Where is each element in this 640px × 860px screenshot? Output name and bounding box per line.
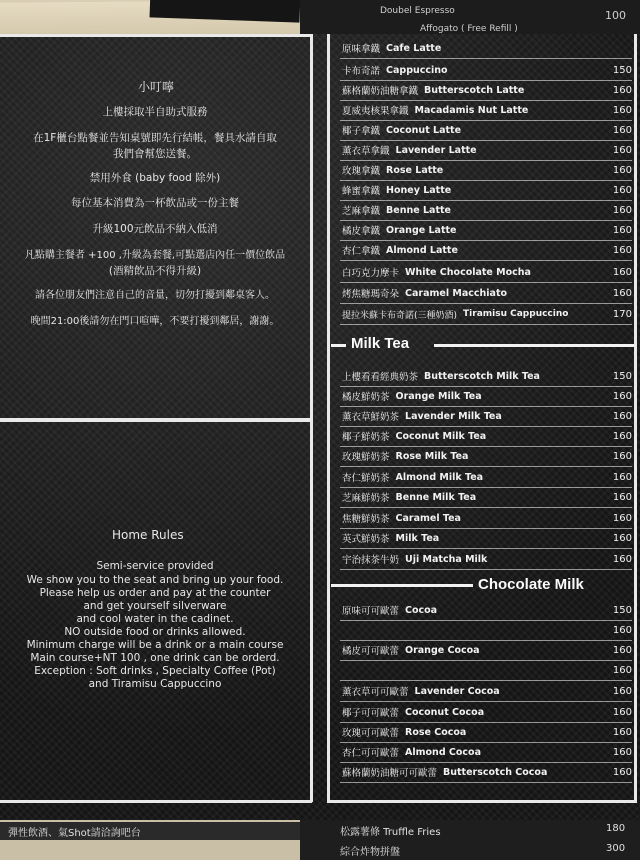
item-name-cn: 白巧克力摩卡 <box>342 268 400 279</box>
notes-title-cn: 小叮嚀 <box>138 80 175 94</box>
item-name-en: Cocoa <box>405 604 438 616</box>
item-price: 160 <box>612 664 632 676</box>
menu-row <box>340 240 632 261</box>
menu-row <box>340 620 632 641</box>
rule-en-1: Semi-service provided <box>96 560 214 572</box>
item-price: 160 <box>612 766 632 778</box>
rule-cn-10: 晚間21:00後請勿在門口喧嘩，不要打擾到鄰居，謝謝。 <box>30 316 280 327</box>
milk-tea-heading-rule-left <box>331 344 346 347</box>
rule-en-4: and get yourself silverware <box>83 600 227 612</box>
menu-row <box>340 386 632 407</box>
home-rules-title: Home Rules <box>112 528 184 542</box>
top-item-espresso: Doubel Espresso <box>380 6 455 16</box>
rule-en-5: and cool water in the cadinet. <box>76 613 234 625</box>
item-name-cn: 英式鮮奶茶 <box>342 534 390 545</box>
item-name-en: Coconut Milk Tea <box>395 430 487 442</box>
item-name-en: Lavender Milk Tea <box>405 410 502 422</box>
menu-row <box>340 120 632 141</box>
item-name-en: Benne Latte <box>386 204 451 216</box>
rule-cn-2: 在1F櫃台點餐並告知桌號即先行結帳，餐具水請自取 <box>33 132 277 144</box>
rule-cn-3: 我們會幫您送餐。 <box>113 148 197 160</box>
item-name-cn: 原味可可歐蕾 <box>342 606 400 617</box>
item-name-en: Orange Milk Tea <box>395 390 482 402</box>
item-price: 160 <box>612 644 632 656</box>
item-name-cn: 橘皮可可歐蕾 <box>342 646 400 657</box>
item-price: 160 <box>612 124 632 136</box>
item-price: 160 <box>612 410 632 422</box>
item-price: 160 <box>612 512 632 524</box>
platter-price: 300 <box>606 843 626 854</box>
item-name-cn: 玫瑰拿鐵 <box>342 166 381 177</box>
truffle-fries-price: 180 <box>606 823 626 834</box>
item-name-en: Almond Latte <box>386 244 458 256</box>
item-price: 160 <box>612 204 632 216</box>
item-name-cn: 薰衣草拿鐵 <box>342 146 390 157</box>
right-frame-right <box>634 34 637 802</box>
bottom-left-note: 彈性飲酒、氣Shot請洽詢吧台 <box>8 828 141 839</box>
menu-row <box>340 549 632 570</box>
menu-row <box>340 160 632 181</box>
item-price: 160 <box>612 164 632 176</box>
item-name-cn: 杏仁拿鐵 <box>342 246 381 257</box>
item-price: 160 <box>612 266 632 278</box>
item-name-cn: 宇治抹茶牛奶 <box>342 555 400 566</box>
menu-row <box>340 446 632 467</box>
item-price: 160 <box>612 184 632 196</box>
milk-tea-heading: Milk Tea <box>351 335 410 352</box>
item-name-en: Orange Latte <box>386 224 457 236</box>
item-name-en: Cafe Latte <box>386 42 442 54</box>
item-name-cn: 玫瑰可可歐蕾 <box>342 728 400 739</box>
item-name-en: Caramel Tea <box>395 512 461 524</box>
item-price: 160 <box>612 84 632 96</box>
rule-cn-7: 凡點購主餐者 +100 ,升級為套餐,可點選店內任一價位飲品 <box>24 250 286 261</box>
item-name-cn: 蘇格蘭奶油糖可可歐蕾 <box>342 768 438 779</box>
chocolate-milk-heading: Chocolate Milk <box>478 576 584 593</box>
item-name-cn: 蘇格蘭奶油糖拿鐵 <box>342 86 419 97</box>
menu-row <box>340 80 632 101</box>
menu-row <box>340 487 632 508</box>
item-name-en: White Chocolate Mocha <box>405 266 531 278</box>
item-name-cn: 椰子可可歐蕾 <box>342 708 400 719</box>
menu-row <box>340 660 632 681</box>
menu-row <box>340 467 632 488</box>
menu-row <box>340 283 632 304</box>
item-name-en: Lavender Cocoa <box>414 685 500 697</box>
item-name-cn: 椰子鮮奶茶 <box>342 432 390 443</box>
item-name-en: Coconut Cocoa <box>405 706 485 718</box>
menu-row <box>340 508 632 529</box>
item-price: 170 <box>612 308 632 320</box>
rule-cn-5: 每位基本消費為一杯飲品或一份主餐 <box>71 197 239 209</box>
item-name-cn: 芝麻拿鐵 <box>342 206 381 217</box>
menu-row <box>340 304 632 325</box>
item-name-en: Rose Milk Tea <box>395 450 469 462</box>
item-name-en: Macadamis Nut Latte <box>414 104 529 116</box>
item-price: 150 <box>612 370 632 382</box>
item-price: 150 <box>612 64 632 76</box>
item-name-en: Milk Tea <box>395 532 440 544</box>
menu-row <box>340 366 632 387</box>
item-name-en: Coconut Latte <box>386 124 462 136</box>
menu-row <box>340 220 632 241</box>
menu-row <box>340 600 632 621</box>
menu-row <box>340 426 632 447</box>
menu-row <box>340 262 632 283</box>
rule-cn-6: 升級100元飲品不納入低消 <box>92 223 218 235</box>
rule-en-8: Main course+NT 100 , one drink can be orderd. <box>30 652 280 664</box>
rule-en-2: We show you to the seat and bring up your food. <box>26 574 284 586</box>
item-price: 160 <box>612 532 632 544</box>
milk-tea-heading-rule-right <box>434 344 634 347</box>
item-name-cn: 椰子拿鐵 <box>342 126 381 137</box>
menu-row <box>340 681 632 702</box>
item-name-cn: 玫瑰鮮奶茶 <box>342 452 390 463</box>
menu-row <box>340 180 632 201</box>
item-name-en: Almond Milk Tea <box>395 471 484 483</box>
menu-row <box>340 722 632 743</box>
item-price: 160 <box>612 224 632 236</box>
item-name-en: Caramel Macchiato <box>405 287 508 299</box>
rule-cn-1: 上樓採取半自助式服務 <box>102 106 208 118</box>
platter-item: 綜合炸物拼盤 <box>340 847 400 858</box>
menu-row <box>340 200 632 221</box>
menu-row <box>340 702 632 723</box>
menu-row <box>340 100 632 121</box>
item-name-en: Benne Milk Tea <box>395 491 477 503</box>
item-name-en: Uji Matcha Milk <box>405 553 488 565</box>
item-price: 160 <box>612 390 632 402</box>
item-price: 160 <box>612 553 632 565</box>
item-price: 160 <box>612 491 632 503</box>
rule-cn-9: 請各位朋友們注意自己的音量，切勿打擾到鄰桌客人。 <box>35 290 275 301</box>
item-name-cn: 薰衣草鮮奶茶 <box>342 412 400 423</box>
item-name-en: Honey Latte <box>386 184 452 196</box>
rule-cn-4: 禁用外食 (baby food 除外) <box>89 172 221 184</box>
item-price: 160 <box>612 244 632 256</box>
menu-row <box>340 528 632 549</box>
item-name-cn: 橘皮鮮奶茶 <box>342 392 390 403</box>
item-price: 160 <box>612 746 632 758</box>
item-name-cn: 蜂蜜拿鐵 <box>342 186 381 197</box>
menu-row <box>340 406 632 427</box>
rule-en-9: Exception : Soft drinks , Specialty Coffee (Pot) <box>34 665 276 677</box>
item-name-en: Tiramisu Cappuccino <box>463 309 569 319</box>
cocoa-heading-rule-left <box>331 584 473 587</box>
menu-row <box>340 140 632 161</box>
item-name-cn: 薰衣草可可歐蕾 <box>342 687 409 698</box>
item-name-cn: 杏仁鮮奶茶 <box>342 473 390 484</box>
item-price: 160 <box>612 430 632 442</box>
item-name-cn: 烤焦糖瑪奇朵 <box>342 289 400 300</box>
item-name-en: Rose Cocoa <box>405 726 467 738</box>
item-price: 160 <box>612 624 632 636</box>
item-name-cn: 焦糖鮮奶茶 <box>342 514 390 525</box>
rule-cn-8: (酒精飲品不得升級) <box>108 265 202 277</box>
rule-en-3: Please help us order and pay at the counter <box>39 587 271 599</box>
rule-en-10: and Tiramisu Cappuccino <box>88 678 222 690</box>
item-price: 160 <box>612 144 632 156</box>
item-name-cn: 原味拿鐵 <box>342 44 381 55</box>
item-name-cn: 提拉米蘇卡布奇諾(三種奶酒) <box>342 310 458 321</box>
item-name-en: Almond Cocoa <box>405 746 481 758</box>
menu-row <box>340 762 632 783</box>
right-frame-left <box>327 34 330 802</box>
item-name-en: Butterscotch Milk Tea <box>424 370 540 382</box>
item-price: 160 <box>612 685 632 697</box>
item-name-cn: 杏仁可可歐蕾 <box>342 748 400 759</box>
left-frame-top <box>0 34 312 37</box>
item-name-en: Butterscotch Latte <box>424 84 525 96</box>
item-price: 160 <box>612 450 632 462</box>
item-name-cn: 卡布奇諾 <box>342 66 381 77</box>
rule-en-6: NO outside food or drinks allowed. <box>64 626 246 638</box>
item-name-en: Lavender Latte <box>395 144 477 156</box>
menu-row <box>340 640 632 661</box>
menu-row <box>340 38 632 59</box>
item-name-cn: 芝麻鮮奶茶 <box>342 493 390 504</box>
item-name-en: Cappuccino <box>386 64 448 76</box>
menu-row <box>340 742 632 763</box>
menu-row <box>340 60 632 81</box>
item-name-cn: 夏威夷核果拿鐵 <box>342 106 409 117</box>
item-name-cn: 上樓看看經典奶茶 <box>342 372 419 383</box>
item-price: 160 <box>612 104 632 116</box>
left-frame-middle <box>0 418 312 422</box>
item-name-en: Rose Latte <box>386 164 444 176</box>
item-price: 160 <box>612 706 632 718</box>
item-name-cn: 橘皮拿鐵 <box>342 226 381 237</box>
item-price: 160 <box>612 471 632 483</box>
item-price: 160 <box>612 726 632 738</box>
truffle-fries-item: 松露薯條 Truffle Fries <box>340 827 441 838</box>
right-frame-bottom <box>327 800 637 803</box>
item-name-en: Butterscotch Cocoa <box>443 766 548 778</box>
left-frame-bottom <box>0 800 312 803</box>
item-name-en: Orange Cocoa <box>405 644 480 656</box>
top-item-affogato: Affogato ( Free Refill ) <box>420 24 518 34</box>
item-price: 160 <box>612 287 632 299</box>
item-price: 150 <box>612 604 632 616</box>
top-item-price: 100 <box>605 9 626 22</box>
rule-en-7: Minimum charge will be a drink or a main course <box>26 639 284 651</box>
bottom-menu-edge <box>0 820 640 860</box>
